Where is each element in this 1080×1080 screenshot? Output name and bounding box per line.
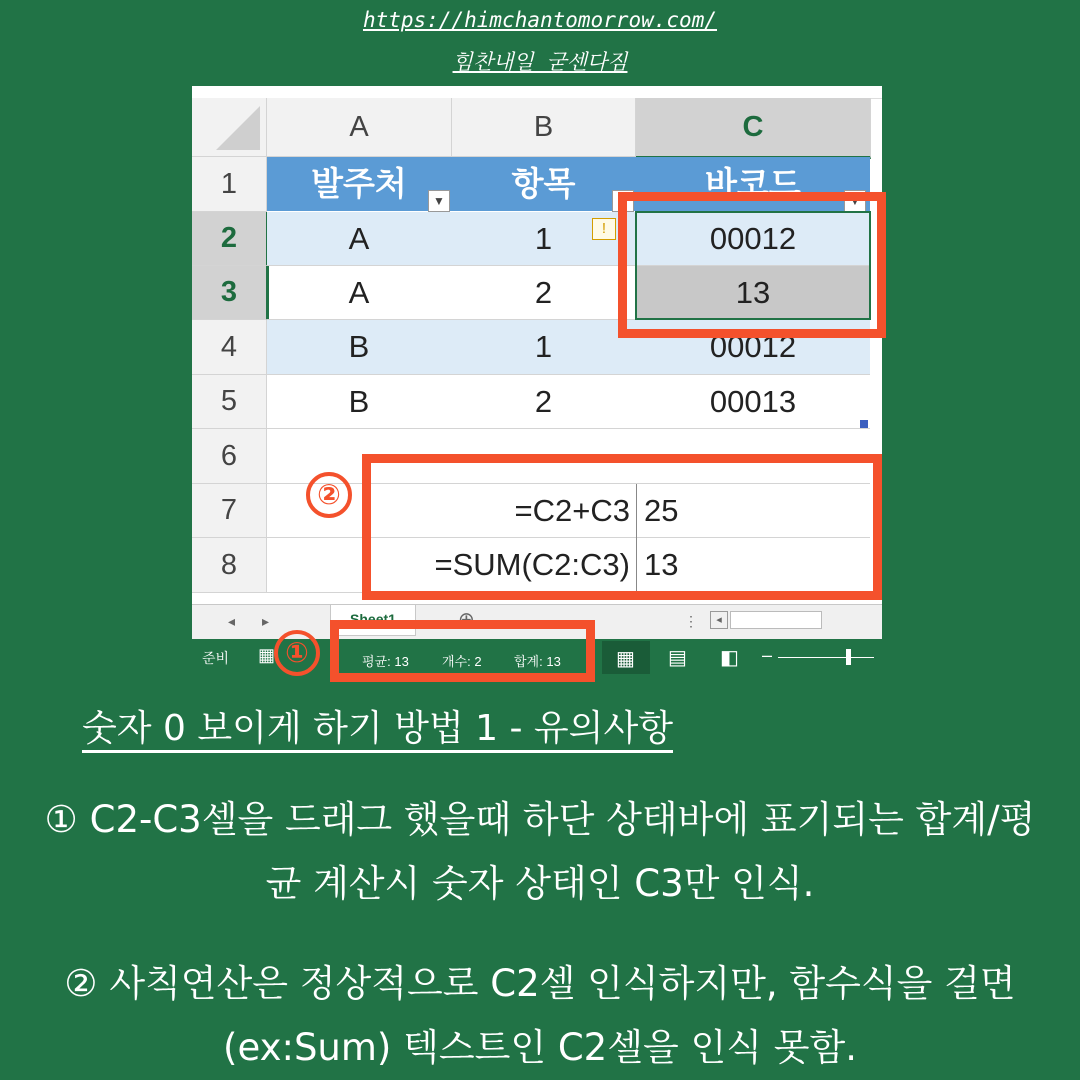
highlight-box-formulas [362, 454, 882, 600]
row-header-5[interactable]: 5 [192, 375, 267, 429]
select-all-corner[interactable] [192, 98, 267, 157]
note-paragraph-2: ② 사칙연산은 정상적으로 C2셀 인식하지만, 함수식을 걸면(ex:Sum) 텍스트인 C2셀을 인식 못함. [64, 962, 1016, 1069]
cell-b7-formula[interactable]: =C2+C3 [514, 493, 630, 528]
scroll-left-icon[interactable]: ◂ [228, 613, 236, 629]
note-paragraph-1: ① C2-C3셀을 드래그 했을때 하단 상태바에 표기되는 합계/평균 계산시 숫자 상태인 C3만 인식. [44, 798, 1036, 905]
marker-two: ② [306, 472, 352, 518]
table-resize-handle[interactable] [860, 420, 868, 428]
column-header-c[interactable]: C [636, 98, 871, 159]
highlight-box-selection [618, 192, 886, 338]
cell-a2[interactable]: A [348, 221, 370, 256]
status-sum[interactable]: 합계: 13 [514, 654, 561, 669]
warning-icon[interactable]: ! [592, 218, 616, 240]
status-average[interactable]: 평균: 13 [362, 654, 409, 669]
table-header-barcode[interactable]: 바코드 [705, 165, 801, 202]
scroll-right-icon[interactable]: ▸ [262, 613, 270, 629]
page-layout-icon[interactable]: ▤ [668, 647, 687, 669]
cell-c3[interactable]: 13 [735, 275, 771, 310]
status-count[interactable]: 개수: 2 [442, 654, 482, 669]
row-header-1[interactable]: 1 [192, 157, 267, 212]
zoom-out-icon[interactable]: – [762, 645, 773, 665]
grid-icon: ▦ [616, 648, 635, 670]
cell-c7-result[interactable]: 25 [644, 493, 679, 528]
column-header-a[interactable]: A [267, 98, 452, 157]
row-header-2[interactable]: 2 [192, 212, 269, 266]
row-header-6[interactable]: 6 [192, 429, 267, 484]
site-subtitle[interactable]: 힘찬내일 굳센다짐 [452, 50, 628, 74]
cell-b3[interactable]: 2 [534, 275, 553, 310]
zoom-slider-thumb[interactable] [846, 649, 851, 665]
row-header-3[interactable]: 3 [192, 266, 269, 320]
filter-dropdown-icon[interactable]: ▼ [844, 190, 866, 212]
cell-b5[interactable]: 2 [534, 384, 553, 419]
section-heading: 숫자 0 보이게 하기 방법 1 - 유의사항 [82, 708, 673, 749]
cell-c5[interactable]: 00013 [709, 384, 797, 419]
macro-record-icon[interactable]: ▦ [258, 645, 276, 665]
table-header-item[interactable]: 항목 [511, 165, 576, 202]
splitter-icon[interactable]: ⋮ [684, 613, 698, 629]
cell-a3[interactable]: A [348, 275, 370, 310]
horizontal-scrollbar[interactable] [730, 611, 822, 629]
page-break-icon[interactable]: ◧ [720, 647, 739, 669]
cell-b8-formula[interactable]: =SUM(C2:C3) [434, 547, 630, 582]
column-header-b[interactable]: B [452, 98, 636, 157]
site-url[interactable]: https://himchantomorrow.com/ [362, 8, 717, 32]
normal-view-button[interactable] [602, 641, 650, 674]
cell-c2[interactable]: 00012 [709, 221, 797, 256]
marker-one: ① [274, 630, 320, 676]
filter-dropdown-icon[interactable]: ▼ [612, 190, 634, 212]
row-header-8[interactable]: 8 [192, 538, 267, 593]
cell-b2[interactable]: 1 [534, 221, 553, 256]
cell-b4[interactable]: 1 [534, 329, 553, 364]
highlight-box-statusbar [330, 620, 595, 682]
row-header-7[interactable]: 7 [192, 484, 267, 538]
row-header-4[interactable]: 4 [192, 320, 267, 375]
status-ready: 준비 [202, 650, 230, 666]
hscroll-left-icon[interactable]: ◂ [710, 611, 728, 629]
cell-c4[interactable]: 00012 [709, 329, 797, 364]
add-sheet-icon[interactable]: ⊕ [458, 609, 475, 631]
table-header-supplier[interactable]: 발주처 [311, 165, 407, 202]
tab-sheet1[interactable]: Sheet1 [330, 605, 416, 636]
zoom-slider[interactable] [778, 657, 874, 658]
filter-dropdown-icon[interactable]: ▼ [428, 190, 450, 212]
cell-a5[interactable]: B [348, 384, 370, 419]
cell-a4[interactable]: B [348, 329, 370, 364]
cell-c8-result[interactable]: 13 [644, 547, 679, 582]
